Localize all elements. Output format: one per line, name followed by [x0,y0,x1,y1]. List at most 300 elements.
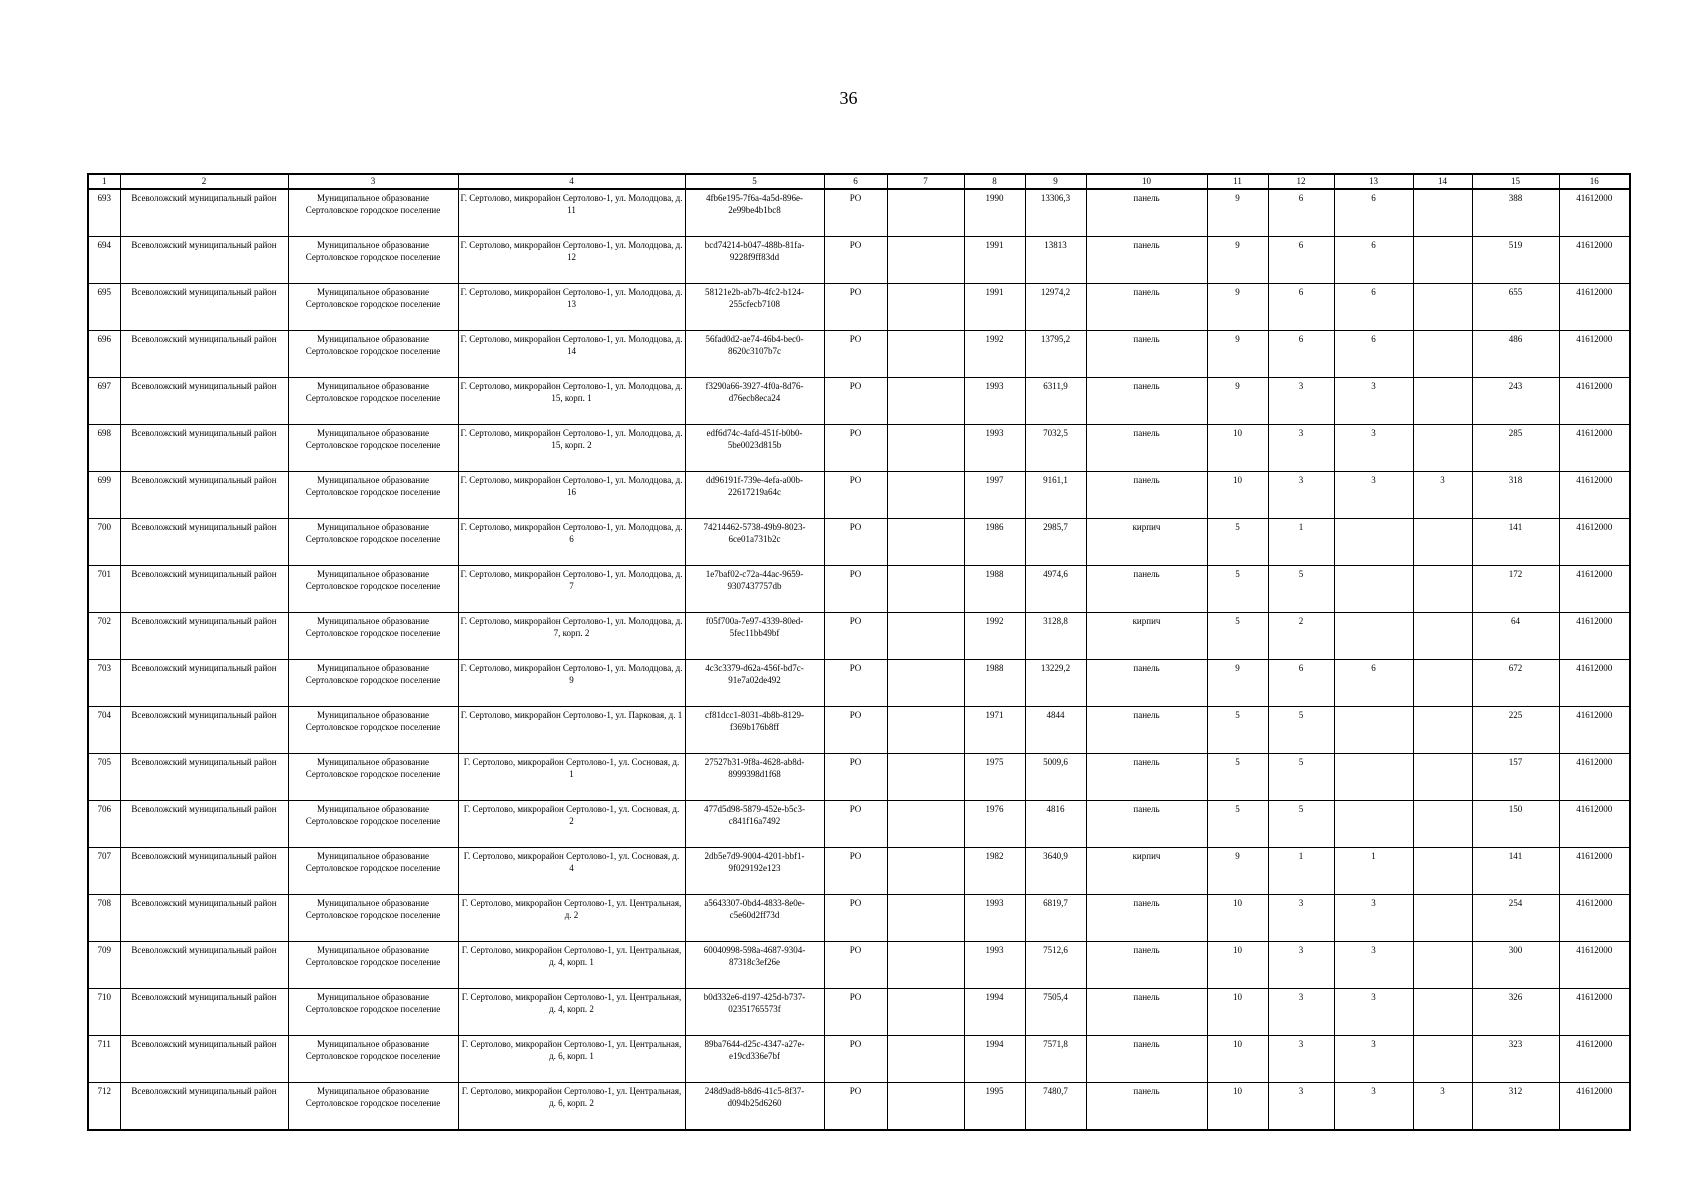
cell-residents: 326 [1472,989,1559,1036]
cell-program: РО [824,284,887,331]
column-header-10: 10 [1086,174,1207,189]
cell-address: Г. Сертолово, микрорайон Сертолово-1, ул. Парковая, д. 1 [458,707,685,754]
cell-oktmo: 41612000 [1559,989,1630,1036]
cell-floors: 5 [1207,613,1268,660]
column-header-4: 4 [458,174,685,189]
cell-floors: 10 [1207,472,1268,519]
cell-col-13: 3 [1334,895,1413,942]
cell-row-number: 699 [88,472,120,519]
cell-col-14 [1413,378,1472,425]
cell-wall-material: кирпич [1086,848,1207,895]
cell-col-13: 3 [1334,378,1413,425]
cell-col-7 [887,895,964,942]
cell-col-7 [887,942,964,989]
cell-residents: 172 [1472,566,1559,613]
table-row [88,519,1630,566]
cell-municipality: Муниципальное образование Сертоловское городское поселение [288,613,458,660]
cell-col-13: 6 [1334,331,1413,378]
cell-year: 1993 [964,942,1025,989]
table-row [88,378,1630,425]
cell-year: 1982 [964,848,1025,895]
cell-col-7 [887,801,964,848]
cell-municipality: Муниципальное образование Сертоловское городское поселение [288,660,458,707]
cell-program: РО [824,378,887,425]
cell-area: 7032,5 [1025,425,1086,472]
column-header-7: 7 [887,174,964,189]
cell-municipality: Муниципальное образование Сертоловское городское поселение [288,237,458,284]
cell-program: РО [824,801,887,848]
cell-floors: 10 [1207,425,1268,472]
cell-district: Всеволожский муниципальный район [120,660,288,707]
cell-program: РО [824,942,887,989]
cell-fias-guid: 58121e2b-ab7b-4fc2-b124-255cfecb7108 [685,284,824,331]
cell-oktmo: 41612000 [1559,613,1630,660]
cell-municipality: Муниципальное образование Сертоловское городское поселение [288,754,458,801]
cell-col-13: 3 [1334,1083,1413,1131]
cell-district: Всеволожский муниципальный район [120,942,288,989]
cell-fias-guid: cf81dcc1-8031-4b8b-8129-f369b176b8ff [685,707,824,754]
cell-col-13: 6 [1334,189,1413,237]
cell-col-14 [1413,989,1472,1036]
cell-col-7 [887,1083,964,1131]
cell-oktmo: 41612000 [1559,895,1630,942]
cell-area: 12974,2 [1025,284,1086,331]
cell-floors: 10 [1207,1083,1268,1131]
cell-program: РО [824,660,887,707]
cell-col-12: 3 [1268,989,1334,1036]
cell-col-7 [887,754,964,801]
cell-district: Всеволожский муниципальный район [120,472,288,519]
cell-area: 7571,8 [1025,1036,1086,1083]
cell-wall-material: панель [1086,989,1207,1036]
cell-floors: 10 [1207,989,1268,1036]
cell-district: Всеволожский муниципальный район [120,519,288,566]
cell-municipality: Муниципальное образование Сертоловское городское поселение [288,566,458,613]
cell-area: 13795,2 [1025,331,1086,378]
cell-wall-material: панель [1086,566,1207,613]
cell-municipality: Муниципальное образование Сертоловское городское поселение [288,895,458,942]
cell-fias-guid: 477d5d98-5879-452e-b5c3-c841f16a7492 [685,801,824,848]
cell-area: 7512,6 [1025,942,1086,989]
cell-district: Всеволожский муниципальный район [120,331,288,378]
cell-area: 4974,6 [1025,566,1086,613]
cell-area: 7505,4 [1025,989,1086,1036]
cell-district: Всеволожский муниципальный район [120,754,288,801]
cell-municipality: Муниципальное образование Сертоловское городское поселение [288,848,458,895]
table-body [88,189,1630,1130]
cell-address: Г. Сертолово, микрорайон Сертолово-1, ул. Центральная, д. 6, корп. 2 [458,1083,685,1131]
cell-municipality: Муниципальное образование Сертоловское городское поселение [288,801,458,848]
column-header-11: 11 [1207,174,1268,189]
cell-col-13: 6 [1334,237,1413,284]
column-header-16: 16 [1559,174,1630,189]
cell-col-14 [1413,754,1472,801]
cell-col-14 [1413,237,1472,284]
column-header-5: 5 [685,174,824,189]
cell-address: Г. Сертолово, микрорайон Сертолово-1, ул. Сосновая, д. 4 [458,848,685,895]
cell-fias-guid: 248d9ad8-b8d6-41c5-8f37-d094b25d6260 [685,1083,824,1131]
cell-row-number: 710 [88,989,120,1036]
cell-col-13 [1334,754,1413,801]
cell-district: Всеволожский муниципальный район [120,237,288,284]
column-header-13: 13 [1334,174,1413,189]
cell-area: 9161,1 [1025,472,1086,519]
cell-address: Г. Сертолово, микрорайон Сертолово-1, ул. Молодцова, д. 12 [458,237,685,284]
cell-row-number: 711 [88,1036,120,1083]
cell-district: Всеволожский муниципальный район [120,613,288,660]
header-row [88,174,1630,189]
cell-program: РО [824,237,887,284]
cell-area: 13306,3 [1025,189,1086,237]
cell-row-number: 697 [88,378,120,425]
cell-col-14 [1413,848,1472,895]
cell-oktmo: 41612000 [1559,566,1630,613]
column-header-1: 1 [88,174,120,189]
cell-wall-material: панель [1086,472,1207,519]
cell-col-7 [887,284,964,331]
cell-wall-material: панель [1086,1036,1207,1083]
column-header-3: 3 [288,174,458,189]
cell-address: Г. Сертолово, микрорайон Сертолово-1, ул. Центральная, д. 2 [458,895,685,942]
cell-area: 2985,7 [1025,519,1086,566]
cell-col-7 [887,519,964,566]
cell-col-12: 5 [1268,801,1334,848]
cell-fias-guid: 4fb6e195-7f6a-4a5d-896e-2e99be4b1bc8 [685,189,824,237]
cell-municipality: Муниципальное образование Сертоловское городское поселение [288,942,458,989]
cell-year: 1971 [964,707,1025,754]
cell-col-12: 5 [1268,707,1334,754]
cell-wall-material: панель [1086,331,1207,378]
cell-address: Г. Сертолово, микрорайон Сертолово-1, ул. Молодцова, д. 6 [458,519,685,566]
cell-area: 3640,9 [1025,848,1086,895]
cell-program: РО [824,1036,887,1083]
cell-district: Всеволожский муниципальный район [120,284,288,331]
cell-area: 4816 [1025,801,1086,848]
cell-area: 13229,2 [1025,660,1086,707]
cell-fias-guid: edf6d74c-4afd-451f-b0b0-5be0023d815b [685,425,824,472]
cell-program: РО [824,566,887,613]
cell-col-12: 3 [1268,1083,1334,1131]
cell-col-7 [887,566,964,613]
cell-district: Всеволожский муниципальный район [120,425,288,472]
cell-col-14 [1413,425,1472,472]
cell-residents: 300 [1472,942,1559,989]
cell-floors: 9 [1207,331,1268,378]
cell-floors: 10 [1207,895,1268,942]
cell-oktmo: 41612000 [1559,848,1630,895]
cell-col-12: 3 [1268,378,1334,425]
cell-col-7 [887,189,964,237]
cell-residents: 285 [1472,425,1559,472]
column-header-2: 2 [120,174,288,189]
cell-col-12: 3 [1268,942,1334,989]
cell-area: 5009,6 [1025,754,1086,801]
cell-address: Г. Сертолово, микрорайон Сертолово-1, ул. Центральная, д. 4, корп. 2 [458,989,685,1036]
cell-municipality: Муниципальное образование Сертоловское городское поселение [288,378,458,425]
cell-wall-material: панель [1086,801,1207,848]
cell-program: РО [824,754,887,801]
cell-municipality: Муниципальное образование Сертоловское городское поселение [288,284,458,331]
column-header-6: 6 [824,174,887,189]
cell-address: Г. Сертолово, микрорайон Сертолово-1, ул. Молодцова, д. 13 [458,284,685,331]
cell-oktmo: 41612000 [1559,1083,1630,1131]
cell-municipality: Муниципальное образование Сертоловское городское поселение [288,1083,458,1131]
cell-fias-guid: a5643307-0bd4-4833-8e0e-c5e60d2ff73d [685,895,824,942]
cell-fias-guid: 89ba7644-d25c-4347-a27e-e19cd336e7bf [685,1036,824,1083]
cell-fias-guid: b0d332e6-d197-425d-b737-02351765573f [685,989,824,1036]
cell-col-12: 6 [1268,660,1334,707]
cell-address: Г. Сертолово, микрорайон Сертолово-1, ул. Молодцова, д. 15, корп. 2 [458,425,685,472]
cell-col-12: 1 [1268,848,1334,895]
cell-wall-material: панель [1086,284,1207,331]
cell-fias-guid: 4c3c3379-d62a-456f-bd7c-91e7a02de492 [685,660,824,707]
page-number: 36 [839,88,858,108]
table-row [88,1036,1630,1083]
table-row [88,848,1630,895]
cell-floors: 9 [1207,660,1268,707]
cell-address: Г. Сертолово, микрорайон Сертолово-1, ул. Сосновая, д. 1 [458,754,685,801]
cell-col-7 [887,613,964,660]
table-row [88,189,1630,237]
cell-oktmo: 41612000 [1559,189,1630,237]
cell-district: Всеволожский муниципальный район [120,1036,288,1083]
cell-col-7 [887,848,964,895]
cell-row-number: 698 [88,425,120,472]
cell-program: РО [824,425,887,472]
cell-row-number: 707 [88,848,120,895]
cell-row-number: 706 [88,801,120,848]
cell-col-12: 3 [1268,1036,1334,1083]
cell-year: 1993 [964,895,1025,942]
cell-address: Г. Сертолово, микрорайон Сертолово-1, ул. Молодцова, д. 11 [458,189,685,237]
cell-fias-guid: 1e7baf02-c72a-44ac-9659-9307437757db [685,566,824,613]
cell-col-7 [887,989,964,1036]
cell-residents: 150 [1472,801,1559,848]
cell-program: РО [824,519,887,566]
cell-wall-material: панель [1086,378,1207,425]
cell-address: Г. Сертолово, микрорайон Сертолово-1, ул. Молодцова, д. 7 [458,566,685,613]
cell-col-13: 3 [1334,989,1413,1036]
cell-program: РО [824,895,887,942]
cell-address: Г. Сертолово, микрорайон Сертолово-1, ул. Молодцова, д. 16 [458,472,685,519]
cell-col-14 [1413,1036,1472,1083]
table-row [88,425,1630,472]
column-header-15: 15 [1472,174,1559,189]
cell-col-13: 6 [1334,660,1413,707]
cell-col-12: 3 [1268,425,1334,472]
cell-col-13: 3 [1334,472,1413,519]
cell-wall-material: кирпич [1086,519,1207,566]
cell-address: Г. Сертолово, микрорайон Сертолово-1, ул. Молодцова, д. 15, корп. 1 [458,378,685,425]
cell-area: 13813 [1025,237,1086,284]
cell-col-13: 3 [1334,942,1413,989]
cell-col-14 [1413,707,1472,754]
cell-district: Всеволожский муниципальный район [120,378,288,425]
cell-residents: 323 [1472,1036,1559,1083]
column-header-9: 9 [1025,174,1086,189]
cell-fias-guid: bcd74214-b047-488b-81fa-9228f9ff83dd [685,237,824,284]
cell-col-13 [1334,566,1413,613]
cell-area: 6819,7 [1025,895,1086,942]
cell-wall-material: панель [1086,942,1207,989]
cell-municipality: Муниципальное образование Сертоловское городское поселение [288,425,458,472]
table-row [88,754,1630,801]
cell-residents: 225 [1472,707,1559,754]
cell-residents: 519 [1472,237,1559,284]
cell-address: Г. Сертолово, микрорайон Сертолово-1, ул. Центральная, д. 4, корп. 1 [458,942,685,989]
cell-floors: 5 [1207,707,1268,754]
cell-col-13: 1 [1334,848,1413,895]
table-row [88,613,1630,660]
cell-district: Всеволожский муниципальный район [120,801,288,848]
cell-address: Г. Сертолово, микрорайон Сертолово-1, ул. Сосновая, д. 2 [458,801,685,848]
cell-floors: 5 [1207,801,1268,848]
cell-residents: 141 [1472,519,1559,566]
cell-year: 1986 [964,519,1025,566]
column-header-14: 14 [1413,174,1472,189]
cell-col-12: 1 [1268,519,1334,566]
cell-row-number: 704 [88,707,120,754]
cell-col-12: 6 [1268,284,1334,331]
cell-oktmo: 41612000 [1559,660,1630,707]
cell-program: РО [824,331,887,378]
cell-municipality: Муниципальное образование Сертоловское городское поселение [288,472,458,519]
cell-col-14 [1413,801,1472,848]
cell-program: РО [824,472,887,519]
cell-oktmo: 41612000 [1559,284,1630,331]
cell-col-13 [1334,519,1413,566]
cell-address: Г. Сертолово, микрорайон Сертолово-1, ул. Центральная, д. 6, корп. 1 [458,1036,685,1083]
cell-fias-guid: 2db5e7d9-9004-4201-bbf1-9f029192e123 [685,848,824,895]
cell-col-7 [887,237,964,284]
cell-address: Г. Сертолово, микрорайон Сертолово-1, ул. Молодцова, д. 9 [458,660,685,707]
cell-col-12: 5 [1268,566,1334,613]
cell-wall-material: панель [1086,754,1207,801]
cell-floors: 10 [1207,942,1268,989]
cell-row-number: 700 [88,519,120,566]
cell-col-12: 6 [1268,331,1334,378]
cell-year: 1993 [964,425,1025,472]
cell-col-7 [887,1036,964,1083]
cell-oktmo: 41612000 [1559,425,1630,472]
cell-wall-material: панель [1086,189,1207,237]
cell-floors: 9 [1207,284,1268,331]
cell-residents: 486 [1472,331,1559,378]
cell-district: Всеволожский муниципальный район [120,707,288,754]
cell-row-number: 702 [88,613,120,660]
cell-wall-material: кирпич [1086,613,1207,660]
cell-col-13 [1334,613,1413,660]
cell-year: 1975 [964,754,1025,801]
cell-residents: 254 [1472,895,1559,942]
table-row [88,801,1630,848]
cell-col-13 [1334,801,1413,848]
cell-program: РО [824,1083,887,1131]
cell-col-12: 6 [1268,189,1334,237]
table-row [88,566,1630,613]
cell-col-7 [887,472,964,519]
cell-floors: 9 [1207,237,1268,284]
cell-residents: 655 [1472,284,1559,331]
cell-col-14 [1413,895,1472,942]
cell-year: 1995 [964,1083,1025,1131]
cell-municipality: Муниципальное образование Сертоловское городское поселение [288,189,458,237]
cell-floors: 9 [1207,848,1268,895]
cell-col-14 [1413,566,1472,613]
cell-col-13: 3 [1334,425,1413,472]
cell-floors: 5 [1207,754,1268,801]
cell-col-12: 3 [1268,472,1334,519]
cell-residents: 243 [1472,378,1559,425]
table-row [88,989,1630,1036]
cell-year: 1990 [964,189,1025,237]
cell-year: 1992 [964,331,1025,378]
cell-floors: 10 [1207,1036,1268,1083]
cell-oktmo: 41612000 [1559,801,1630,848]
cell-residents: 672 [1472,660,1559,707]
cell-floors: 5 [1207,519,1268,566]
cell-program: РО [824,707,887,754]
cell-oktmo: 41612000 [1559,378,1630,425]
cell-col-12: 2 [1268,613,1334,660]
cell-row-number: 696 [88,331,120,378]
cell-col-14 [1413,613,1472,660]
cell-floors: 5 [1207,566,1268,613]
cell-year: 1988 [964,566,1025,613]
cell-year: 1988 [964,660,1025,707]
column-header-8: 8 [964,174,1025,189]
cell-fias-guid: dd96191f-739e-4efa-a00b-22617219a64c [685,472,824,519]
cell-row-number: 708 [88,895,120,942]
cell-row-number: 701 [88,566,120,613]
cell-col-14 [1413,331,1472,378]
cell-col-13 [1334,707,1413,754]
cell-col-7 [887,378,964,425]
cell-col-14: 3 [1413,472,1472,519]
cell-wall-material: панель [1086,237,1207,284]
column-header-12: 12 [1268,174,1334,189]
cell-row-number: 703 [88,660,120,707]
cell-year: 1994 [964,1036,1025,1083]
cell-area: 3128,8 [1025,613,1086,660]
cell-program: РО [824,613,887,660]
cell-residents: 312 [1472,1083,1559,1131]
table-row [88,660,1630,707]
table-row [88,1083,1630,1131]
cell-district: Всеволожский муниципальный район [120,895,288,942]
cell-col-7 [887,660,964,707]
cell-year: 1991 [964,237,1025,284]
cell-address: Г. Сертолово, микрорайон Сертолово-1, ул. Молодцова, д. 7, корп. 2 [458,613,685,660]
housing-registry-table [87,173,1631,1131]
cell-year: 1997 [964,472,1025,519]
cell-col-14 [1413,519,1472,566]
cell-col-13: 3 [1334,1036,1413,1083]
cell-row-number: 693 [88,189,120,237]
cell-col-13: 6 [1334,284,1413,331]
cell-fias-guid: 27527b31-9f8a-4628-ab8d-8999398d1f68 [685,754,824,801]
cell-row-number: 712 [88,1083,120,1131]
table-row [88,237,1630,284]
cell-floors: 9 [1207,378,1268,425]
cell-district: Всеволожский муниципальный район [120,566,288,613]
cell-col-12: 3 [1268,895,1334,942]
cell-district: Всеволожский муниципальный район [120,189,288,237]
cell-oktmo: 41612000 [1559,754,1630,801]
cell-residents: 64 [1472,613,1559,660]
cell-col-12: 6 [1268,237,1334,284]
cell-district: Всеволожский муниципальный район [120,989,288,1036]
